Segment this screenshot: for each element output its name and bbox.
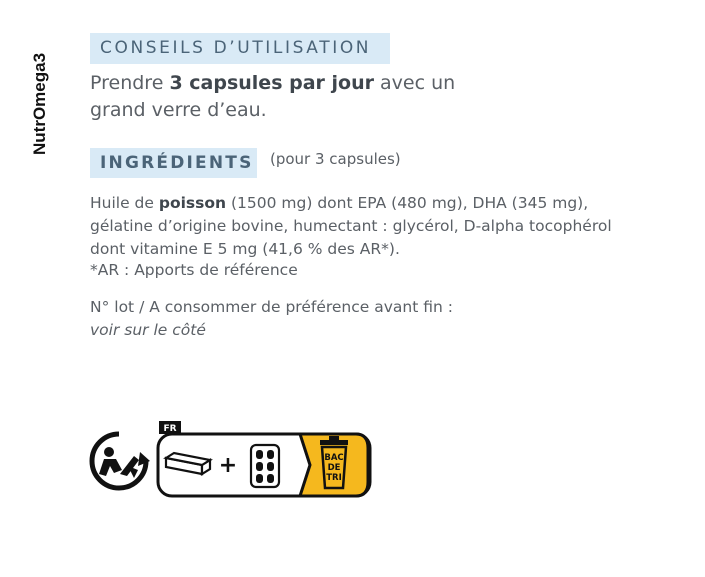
triman-icon bbox=[88, 430, 150, 492]
bin-label-3: TRI bbox=[326, 473, 342, 483]
usage-text-pre: Prendre bbox=[90, 72, 170, 94]
lot-location-text: voir sur le côté bbox=[90, 321, 206, 339]
usage-heading: CONSEILS D’UTILISATION bbox=[90, 33, 390, 64]
blister-icon bbox=[251, 445, 279, 487]
usage-text-bold: 3 capsules par jour bbox=[169, 72, 374, 94]
ingredients-note: (pour 3 capsules) bbox=[270, 150, 401, 168]
reference-intake-note: *AR : Apports de référence bbox=[90, 261, 298, 279]
country-code: FR bbox=[163, 424, 177, 434]
lot-info bbox=[90, 296, 453, 342]
usage-text bbox=[90, 70, 510, 124]
ingredients-text-bold: poisson bbox=[158, 194, 227, 212]
ingredients-text-post: (1500 mg) dont EPA (480 mg), DHA (345 mg), gélatine d’origine bovine, humectant : glycérol, D-alpha tocophérol dont vitamine E 5 mg (41,6 % des AR*). bbox=[90, 194, 612, 258]
bin-label-1: BAC bbox=[324, 453, 344, 463]
sorting-bin-icon bbox=[320, 436, 348, 488]
ingredients-heading: INGRÉDIENTS bbox=[90, 148, 257, 178]
bin-label-2: DE bbox=[327, 463, 341, 473]
info-tri-box bbox=[152, 420, 374, 500]
ingredients-text bbox=[90, 192, 650, 261]
usage-text-post: avec un grand verre d’eau. bbox=[90, 72, 456, 121]
ingredients-text-pre: Huile de bbox=[90, 194, 159, 212]
brand-vertical-text: NutrOmega3 bbox=[30, 52, 49, 155]
lot-location bbox=[90, 319, 453, 342]
lot-line: N° lot / A consommer de préférence avant fin : bbox=[90, 298, 453, 316]
plus-sign: + bbox=[218, 453, 238, 478]
